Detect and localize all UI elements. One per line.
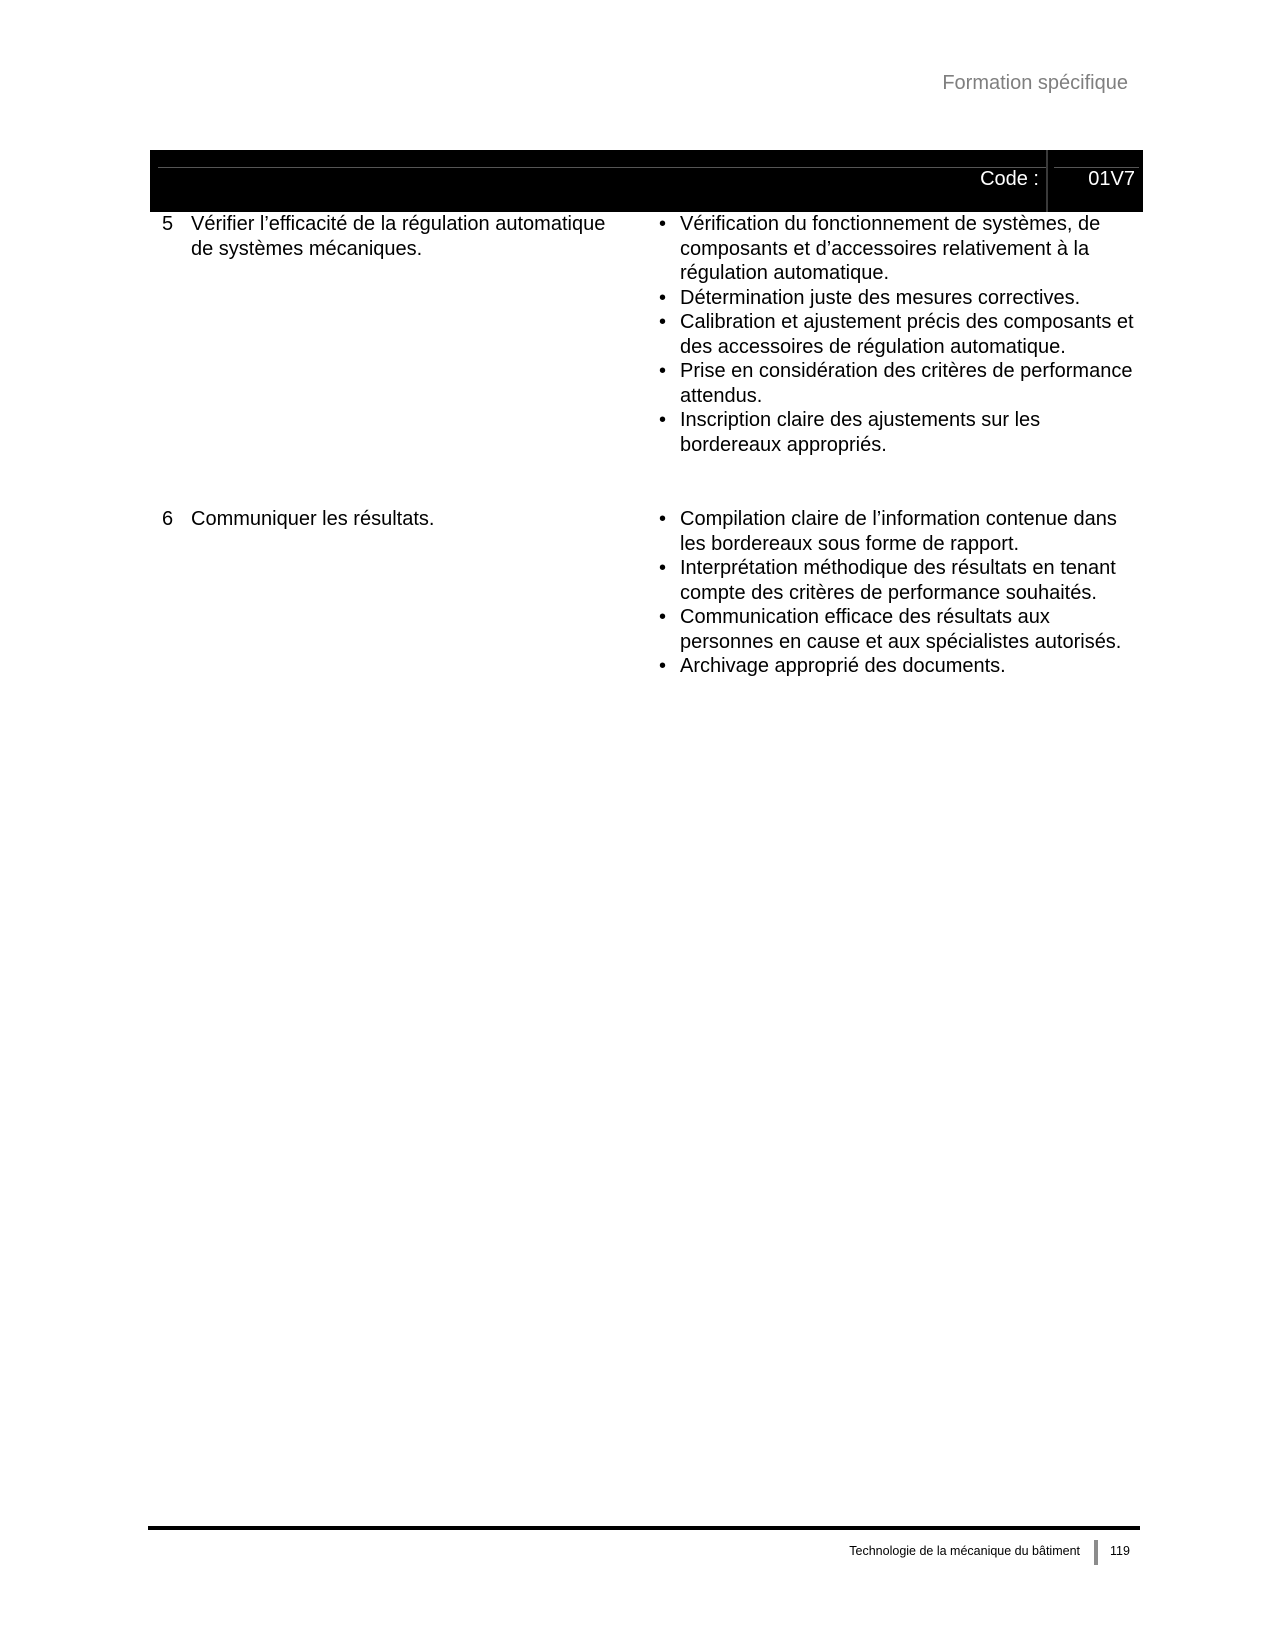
criteria-text: Vérification du fonctionnement de systèmes, de composants et d’accessoires relativement à la régulation automatique. [680,213,1101,284]
bullet-icon: • [659,655,667,677]
competency-number: 6 [162,508,174,530]
bullet-icon: • [659,360,667,382]
code-label: Code : [980,168,1039,190]
bullet-icon: • [659,286,667,309]
bullet-icon: • [659,557,667,579]
criteria-item [650,310,1140,359]
code-divider [1046,150,1048,212]
bullet-icon: • [659,508,667,530]
header-rule [158,167,1047,168]
bullet-icon: • [659,311,667,333]
competency-statement: Vérifier l’efficacité de la régulation automatique de systèmes mécaniques. [191,213,606,260]
code-header-bar [150,150,1143,212]
criteria-item [650,359,1140,408]
performance-criteria-list [650,507,1140,679]
criteria-text: Interprétation méthodique des résultats en tenant compte des critères de performance souhaités. [680,557,1116,604]
performance-criteria-list [650,212,1140,457]
criteria-text: Calibration et ajustement précis des composants et des accessoires de régulation automatique. [680,311,1134,358]
criteria-text: Détermination juste des mesures correctives. [680,286,1081,309]
running-header-title: Formation spécifique [942,72,1128,94]
criteria-text: Prise en considération des critères de performance attendus. [680,360,1133,407]
criteria-text: Archivage approprié des documents. [680,655,1006,677]
criteria-item [650,605,1140,654]
footer-document-title: Technologie de la mécanique du bâtiment [849,1544,1080,1558]
footer-rule [148,1526,1140,1530]
criteria-item [650,286,1140,311]
criteria-item [650,654,1140,679]
page-number: 119 [1110,1544,1130,1558]
bullet-icon: • [659,409,667,431]
competency-statement: Communiquer les résultats. [191,508,435,530]
footer-separator [1094,1540,1098,1565]
bullet-icon: • [659,213,667,235]
criteria-text: Communication efficace des résultats aux personnes en cause et aux spécialistes autorisés. [680,606,1122,653]
criteria-text: Compilation claire de l’information contenue dans les bordereaux sous forme de rapport. [680,508,1117,555]
criteria-text: Inscription claire des ajustements sur les bordereaux appropriés. [680,409,1041,456]
criteria-item [650,408,1140,457]
bullet-icon: • [659,606,667,628]
competency-number: 5 [162,213,174,235]
code-value: 01V7 [1088,168,1135,190]
criteria-item [650,507,1140,556]
criteria-item [650,556,1140,605]
criteria-item [650,212,1140,286]
